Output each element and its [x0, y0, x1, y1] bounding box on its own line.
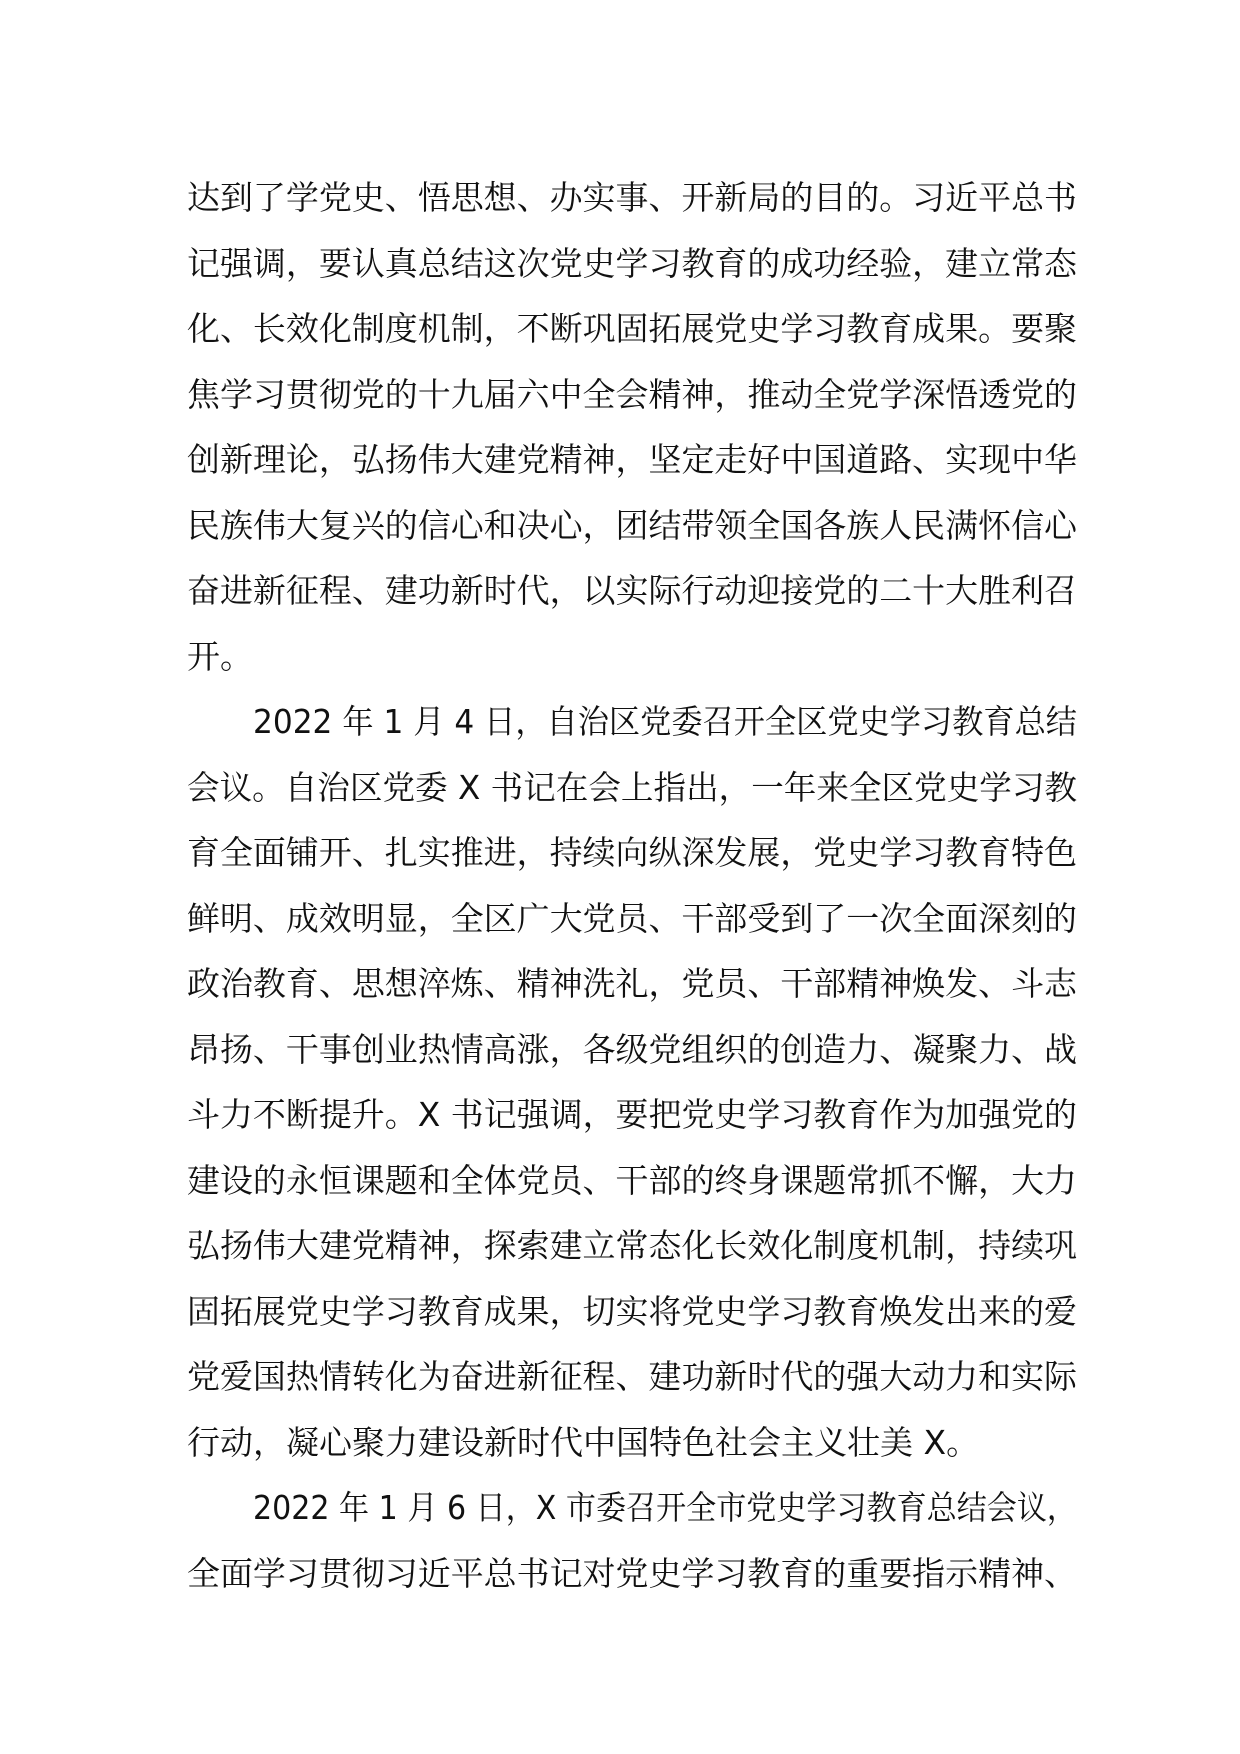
text-line	[187, 1279, 1077, 1345]
line-text: 固拓展党史学习教育成果，切实将党史学习教育焕发出来的爱	[187, 1291, 1077, 1331]
text-line	[187, 624, 1077, 690]
line-text: 全面学习贯彻习近平总书记对党史学习教育的重要指示精神、	[187, 1553, 1077, 1593]
text-line	[187, 362, 1077, 428]
text-line	[187, 165, 1077, 231]
line-text: 行动，凝心聚力建设新时代中国特色社会主义壮美 X。	[187, 1422, 980, 1462]
line-text: 民族伟大复兴的信心和决心，团结带领全国各族人民满怀信心	[187, 505, 1077, 545]
text-line	[187, 951, 1077, 1017]
text-line	[187, 1017, 1077, 1083]
text-line	[187, 1344, 1077, 1410]
text-line	[187, 493, 1077, 559]
line-text: 鲜明、成效明显，全区广大党员、干部受到了一次全面深刻的	[187, 898, 1077, 938]
paragraph-first-line	[187, 1475, 1077, 1541]
text-line	[187, 1410, 1077, 1476]
line-text: 化、长效化制度机制，不断巩固拓展党史学习教育成果。要聚	[187, 309, 1077, 348]
text-line	[187, 296, 1077, 362]
paragraph-first-line	[187, 689, 1077, 755]
text-line	[187, 558, 1077, 624]
document-body	[187, 165, 1077, 1606]
text-line	[187, 1082, 1077, 1148]
line-text: 会议。自治区党委 X 书记在会上指出，一年来全区党史学习教	[187, 767, 1077, 807]
line-text: 昂扬、干事创业热情高涨，各级党组织的创造力、凝聚力、战	[187, 1029, 1077, 1069]
line-text: 斗力不断提升。X 书记强调，要把党史学习教育作为加强党的	[187, 1095, 1077, 1134]
line-text: 建设的永恒课题和全体党员、干部的终身课题常抓不懈，大力	[187, 1160, 1077, 1200]
line-text: 党爱国热情转化为奋进新征程、建功新时代的强大动力和实际	[187, 1357, 1077, 1396]
text-line	[187, 1148, 1077, 1214]
line-text: 育全面铺开、扎实推进，持续向纵深发展，党史学习教育特色	[187, 833, 1077, 872]
text-line	[187, 231, 1077, 297]
line-text: 弘扬伟大建党精神，探索建立常态化长效化制度机制，持续巩	[187, 1226, 1077, 1265]
line-text: 开。	[187, 636, 253, 676]
text-line	[187, 820, 1077, 886]
line-text: 政治教育、思想淬炼、精神洗礼，党员、干部精神焕发、斗志	[187, 964, 1077, 1003]
line-text: 2022 年 1 月 4 日，自治区党委召开全区党史学习教育总结	[253, 702, 1077, 741]
line-text: 奋进新征程、建功新时代，以实际行动迎接党的二十大胜利召	[187, 571, 1077, 610]
text-line	[187, 1213, 1077, 1279]
text-line	[187, 1541, 1077, 1607]
line-text: 记强调，要认真总结这次党史学习教育的成功经验，建立常态	[187, 243, 1077, 283]
line-text: 创新理论，弘扬伟大建党精神，坚定走好中国道路、实现中华	[187, 440, 1077, 479]
line-text: 达到了学党史、悟思想、办实事、开新局的目的。习近平总书	[187, 178, 1077, 217]
line-text: 2022 年 1 月 6 日，X 市委召开全市党史学习教育总结会议，	[253, 1488, 1077, 1527]
line-text: 焦学习贯彻党的十九届六中全会精神，推动全党学深悟透党的	[187, 374, 1077, 414]
text-line	[187, 427, 1077, 493]
text-line	[187, 755, 1077, 821]
text-line	[187, 886, 1077, 952]
